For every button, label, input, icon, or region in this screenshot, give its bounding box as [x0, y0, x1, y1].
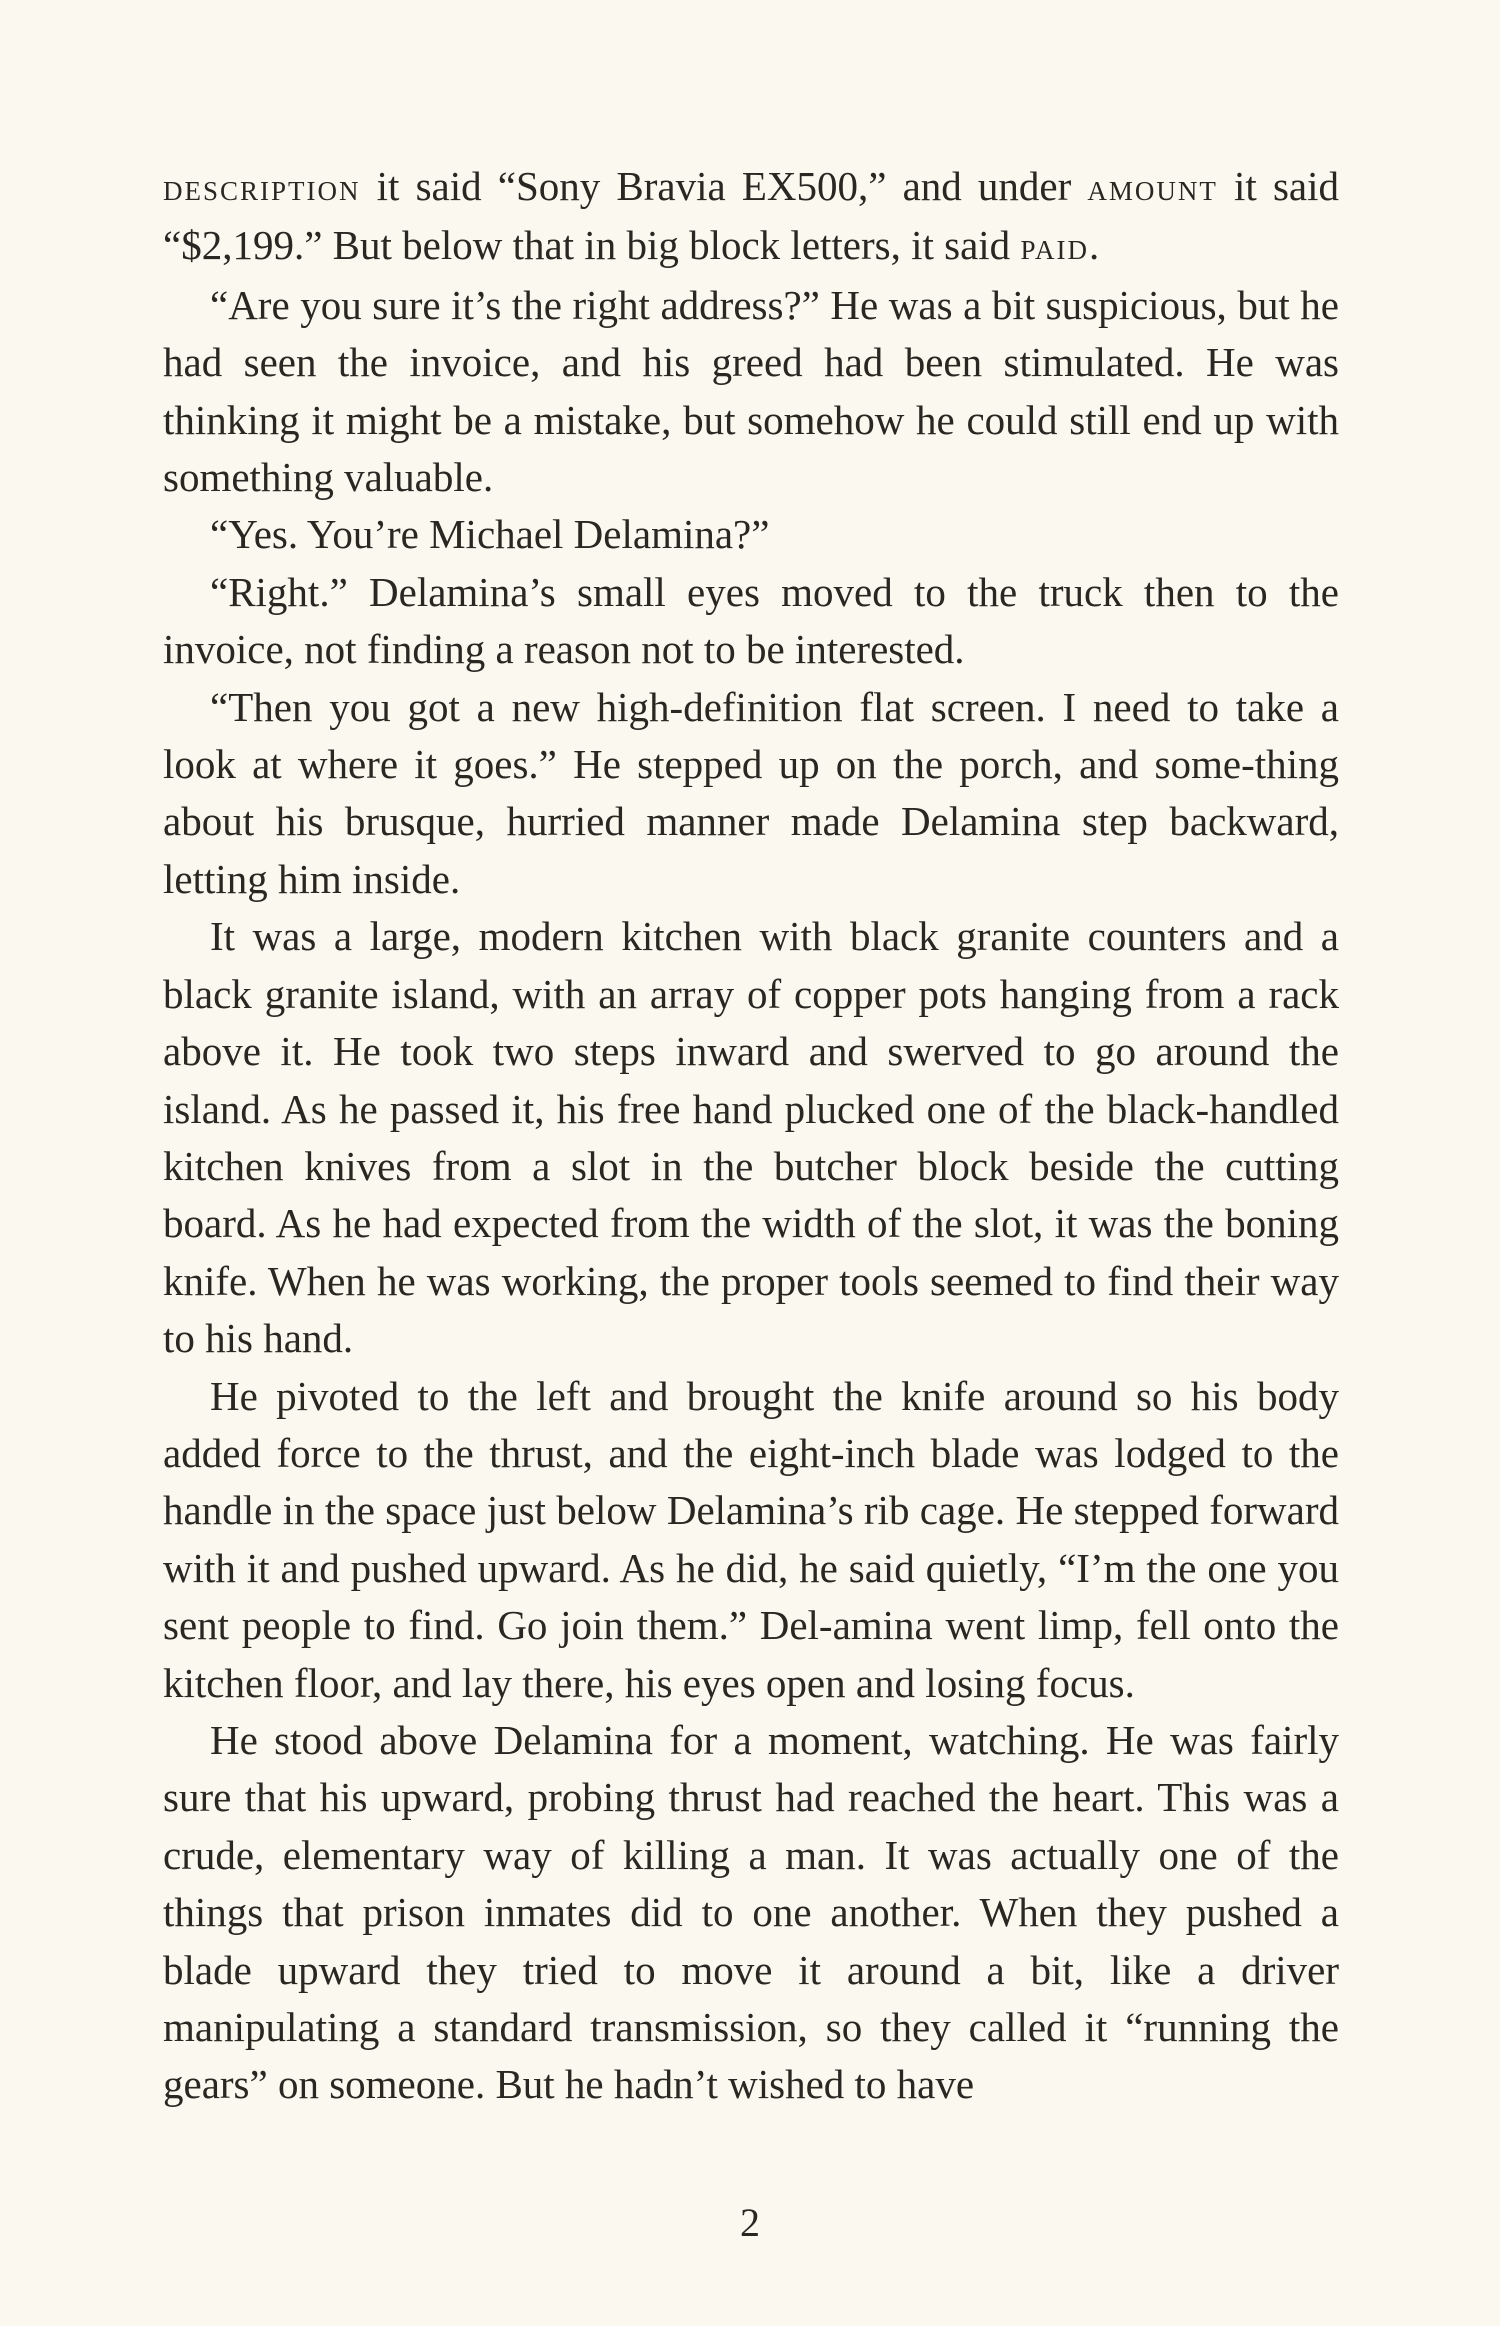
text-span: amount	[1087, 167, 1218, 209]
paragraph	[163, 564, 1339, 679]
paragraph	[163, 679, 1339, 909]
text-span: It was a large, modern kitchen with black granite counters and a black granite island, with an array of copper pots hanging from a rack above it. He took two steps inward and swerved to go around the island. As he passed it, his free hand plucked one of the black-handled kitchen knives from a slot in the butcher block beside the cutting board. As he had expected from the width of the slot, it was the boning knife. When he was working, the proper tools seemed to find their way to his hand.	[163, 913, 1339, 1362]
book-page-body	[163, 158, 1339, 2114]
text-span: “Right.” Delamina’s small eyes moved to the truck then to the invoice, not finding a reason not to be interested.	[163, 568, 1339, 673]
text-span: it said “$2,199.” But below that in big block letters, it said	[163, 163, 1340, 269]
paragraph	[163, 277, 1339, 507]
text-span: “Yes. You’re Michael Delamina?”	[210, 511, 770, 558]
text-span: He pivoted to the left and brought the knife around so his body added force to the thrust, and the eight-inch blade was lodged to the handle in the space just below Delamina’s rib cage. He stepped forward with it and pushed upward. As he did, he said quietly, “I’m the one you sent people to find. Go join them.” Del-amina went limp, fell onto the kitchen floor, and lay there, his eyes open and losing focus.	[163, 1372, 1339, 1706]
text-span: description	[163, 167, 361, 209]
text-span: it said “Sony Bravia EX500,” and under	[360, 163, 1088, 209]
page-number: 2	[740, 2200, 760, 2245]
text-span: “Are you sure it’s the right address?” He was a bit suspicious, but he had seen the invoice, and his greed had been stimulated. He was thinking it might be a mistake, but somehow he could still end up with something valuable.	[163, 281, 1339, 501]
text-span: .	[1088, 222, 1100, 269]
text-span: paid	[1020, 226, 1089, 269]
paragraph	[163, 1712, 1339, 2114]
paragraph	[163, 1368, 1339, 1712]
text-span: He stood above Delamina for a moment, watching. He was fairly sure that his upward, probing thrust had reached the heart. This was a crude, elementary way of killing a man. It was actually one of the things that prison inmates did to one another. When they pushed a blade upward they tried to move it around a bit, like a driver manipulating a standard transmission, so they called it “running the gears” on someone. But he hadn’t wished to have	[163, 1716, 1339, 2108]
paragraph	[163, 908, 1339, 1367]
paragraph	[163, 158, 1339, 277]
text-span: “Then you got a new high-definition flat screen. I need to take a look at where it goes.” He stepped up on the porch, and some-thing about his brusque, hurried manner made Delamina step backward, letting him inside.	[163, 683, 1339, 902]
paragraph	[163, 506, 1339, 563]
